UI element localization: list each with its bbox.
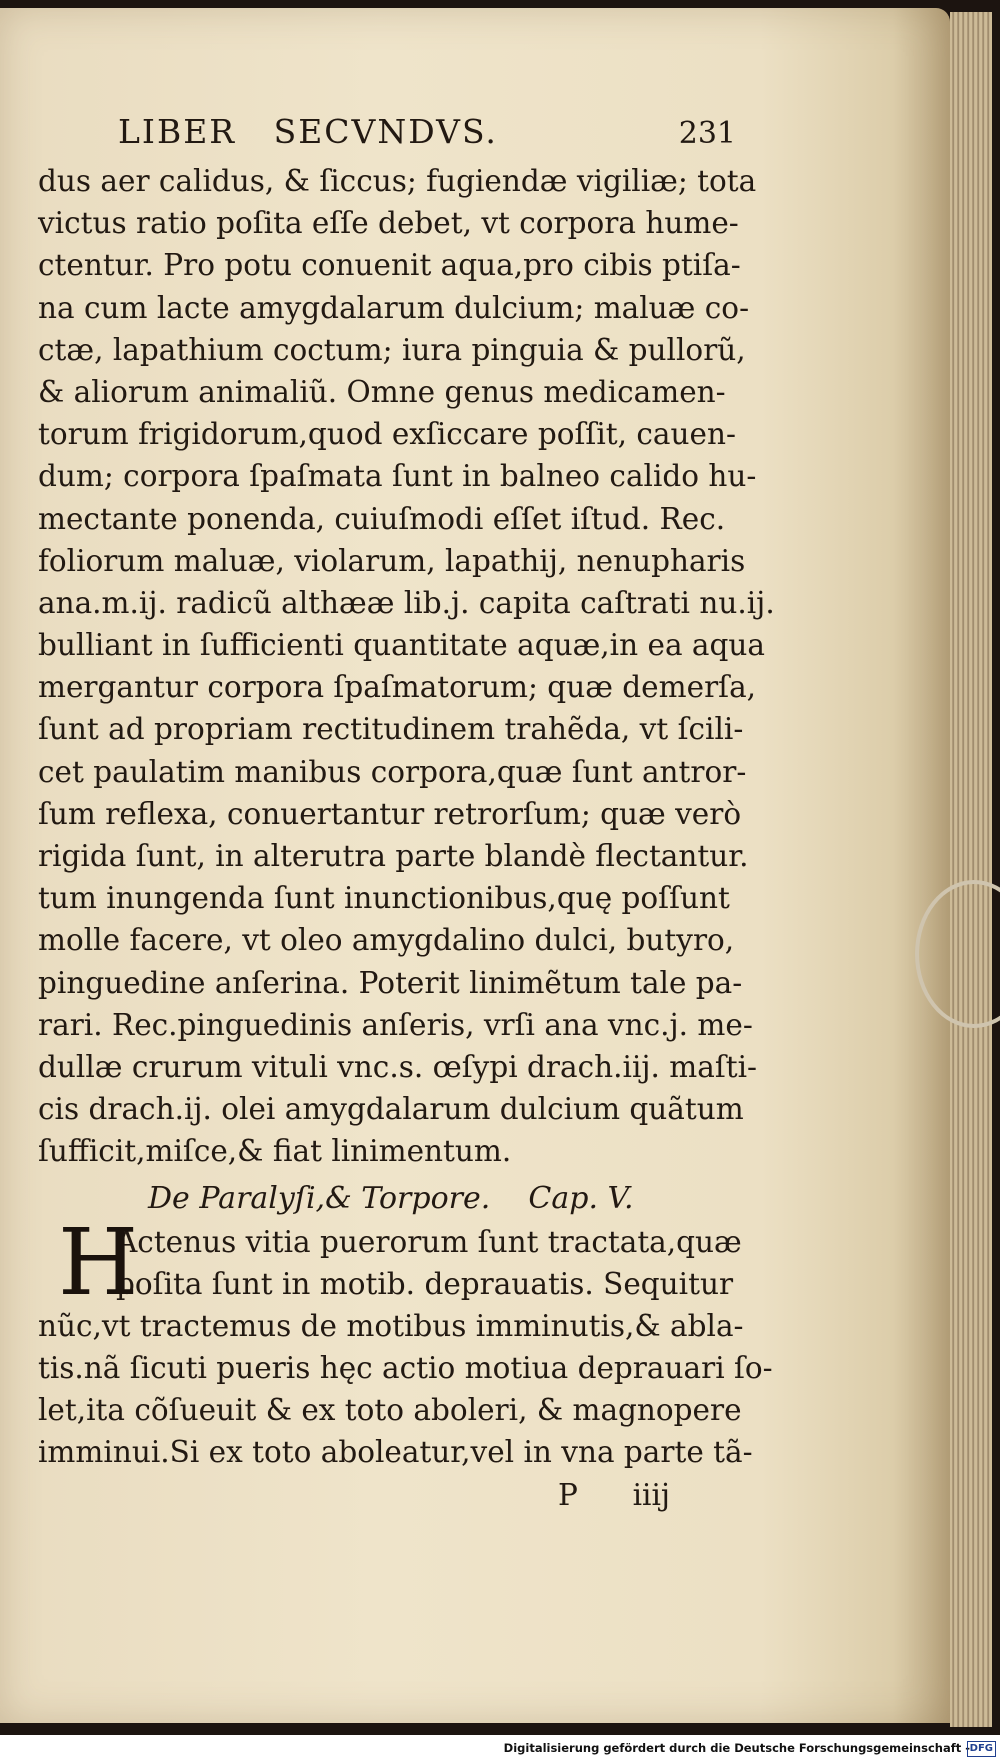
text-line: victus ratio poſita eſſe debet, vt corpora hume- <box>38 206 739 241</box>
text-line: dus aer calidus, & ſiccus; fugiendæ vigiliæ; tota <box>38 164 757 198</box>
text-line: mergantur corpora ſpaſmatorum; quæ demerſa, <box>38 670 757 705</box>
text-line: foliorum maluæ, violarum, lapathij, nenupharis <box>38 543 746 578</box>
text-line: pinguedine anſerina. Poterit linimẽtum tale pa- <box>38 965 743 1000</box>
text-block <box>38 112 775 1516</box>
page-edges <box>950 12 992 1727</box>
text-line: molle facere, vt oleo amygdalino dulci, butyro, <box>38 923 735 958</box>
text-line: bulliant in ſufficienti quantitate aquæ,in ea aqua <box>38 628 765 663</box>
text-line: tum inungenda ſunt inunctionibus,quę poſſunt <box>38 881 730 916</box>
running-head <box>118 112 738 160</box>
chapter-text-line: poſita ſunt in motib. deprauatis. Sequitur <box>116 1266 734 1301</box>
text-line: torum frigidorum,quod exſiccare poſſit, cauen- <box>38 417 736 452</box>
text-line: & aliorum animaliũ. Omne genus medicamen- <box>38 374 726 409</box>
text-line: rigida ſunt, in alterutra parte blandè flectantur. <box>38 839 749 873</box>
chapter-text-line: let,ita cõſueuit & ex toto aboleri, & magnopere <box>38 1393 742 1428</box>
text-line: ſum reflexa, conuertantur retrorſum; quæ verò <box>38 796 742 831</box>
text-line: cis drach.ij. olei amygdalarum dulcium quãtum <box>38 1092 744 1127</box>
text-line: ſufficit,miſce,& fiat linimentum. <box>38 1134 512 1169</box>
chapter-text <box>38 1208 773 1474</box>
chapter-text-line: Actenus vitia puerorum ſunt tractata,quæ <box>116 1224 742 1259</box>
chapter-text-line: imminui.Si ex toto aboleatur,vel in vna parte tã- <box>38 1435 753 1470</box>
text-line: rari. Rec.pinguedinis anſeris, vrſi ana vnc.j. me- <box>38 1007 753 1042</box>
text-line: na cum lacte amygdalarum dulcium; maluæ co- <box>38 290 750 325</box>
text-line: ctentur. Pro potu conuenit aqua,pro cibis ptiſa- <box>38 248 741 283</box>
text-line: mectante ponenda, cuiuſmodi eſſet iſtud. Rec. <box>38 501 726 536</box>
chapter-heading: De Paralyſi,& Torpore. Cap. V. <box>148 1180 634 1216</box>
chapter-text-line: tis.nã ſicuti pueris hęc actio motiua deprauari ſo- <box>38 1351 773 1386</box>
text-line: ana.m.ij. radicũ althææ lib.j. capita caſtrati nu.ij. <box>38 585 775 620</box>
text-line: ctæ, lapathium coctum; iura pinguia & pullorũ, <box>38 332 746 367</box>
body-text <box>38 160 775 1173</box>
text-line: cet paulatim manibus corpora,quæ ſunt antror- <box>38 754 747 789</box>
footer-bar <box>0 1735 1000 1763</box>
running-head-title: LIBER SECVNDVS. <box>118 112 498 151</box>
drop-cap: H <box>58 1208 139 1316</box>
dfg-logo: DFG <box>967 1741 996 1757</box>
text-line: dum; corpora ſpaſmata ſunt in balneo calido hu- <box>38 459 757 494</box>
text-line: dullæ crurum vituli vnc.s. œſypi drach.iij. maſti- <box>38 1049 758 1084</box>
chapter-text-line: nũc,vt tractemus de motibus imminutis,& abla- <box>38 1308 744 1343</box>
page-number: 231 <box>678 116 736 151</box>
footer-credit: Digitalisierung gefördert durch die Deutsche Forschungsgemeinschaft - <box>503 1741 970 1755</box>
text-line: ſunt ad propriam rectitudinem trahẽda, vt ſcili- <box>38 712 744 747</box>
signature-mark: P iiij <box>558 1477 671 1512</box>
